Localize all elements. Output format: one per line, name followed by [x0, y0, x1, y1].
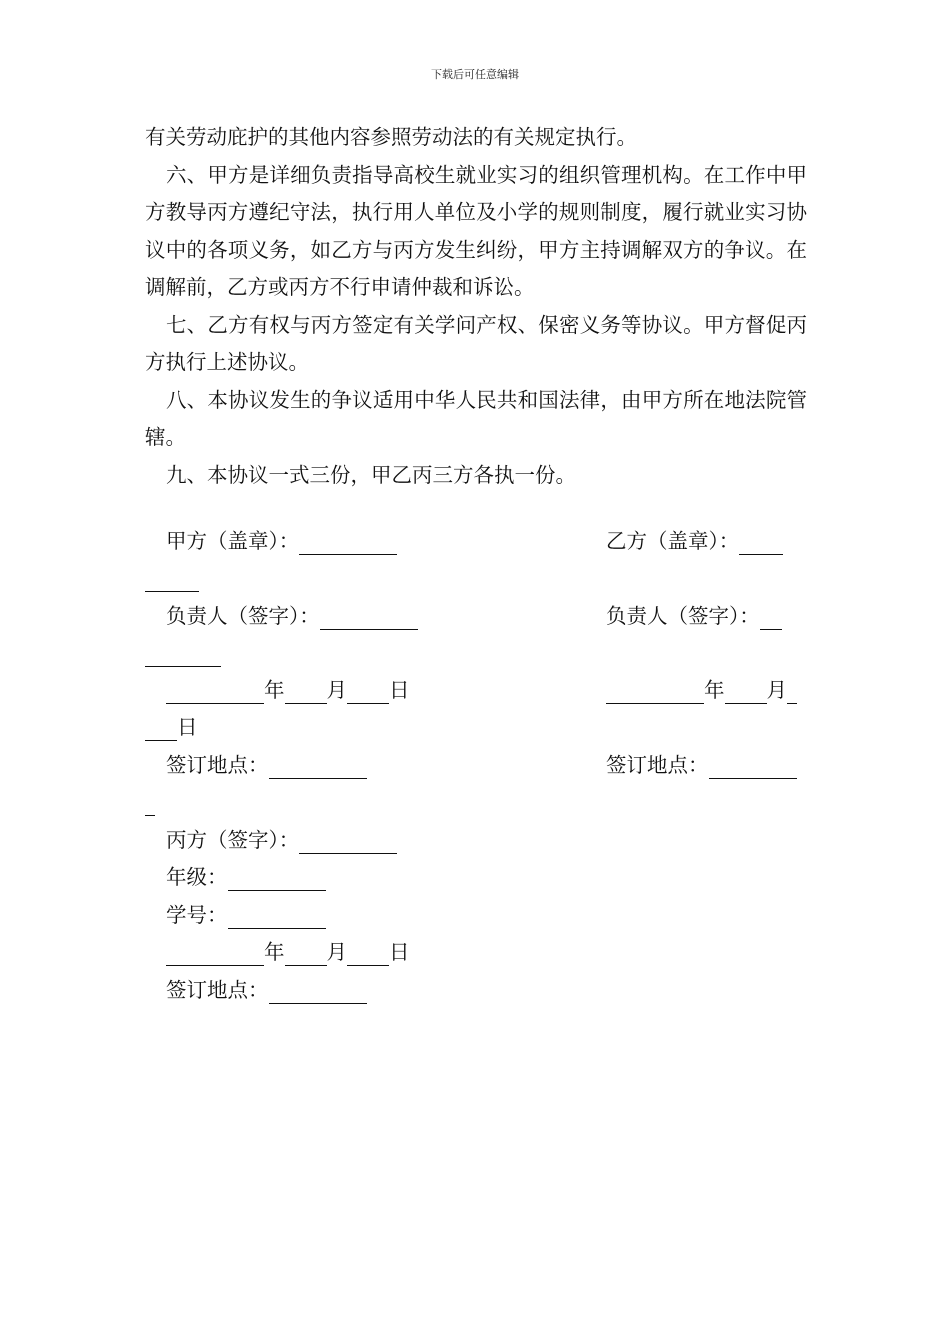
- party-c-year-label: 年: [264, 940, 285, 964]
- party-b-place-row: [606, 747, 797, 785]
- party-c-grade-label: 年级：: [166, 865, 228, 889]
- paragraph-nine: 九、本协议一式三份，甲乙丙三方各执一份。: [166, 462, 576, 487]
- party-c-day-blank[interactable]: [347, 941, 389, 966]
- party-a-day-blank[interactable]: [347, 679, 389, 704]
- party-a-year-label: 年: [264, 678, 285, 702]
- party-b-date-row-wrap: [145, 709, 198, 747]
- party-a-month-blank[interactable]: [285, 679, 327, 704]
- party-a-date-row: [166, 672, 410, 710]
- party-b-person-row-wrap: [145, 635, 221, 673]
- party-a-seal-label: 甲方（盖章）：: [166, 529, 300, 553]
- party-c-grade-blank[interactable]: [228, 866, 326, 891]
- party-b-day-blank-wrap[interactable]: [145, 716, 177, 741]
- party-b-seal-row-wrap: [145, 560, 199, 598]
- party-b-day-label: 日: [177, 715, 198, 739]
- party-b-place-label: 签订地点：: [606, 753, 709, 777]
- page-header: 下载后可任意编辑: [431, 68, 519, 81]
- party-b-seal-label: 乙方（盖章）：: [606, 529, 740, 553]
- party-c-sign-row: [166, 822, 397, 860]
- party-b-place-blank-wrap[interactable]: [145, 791, 155, 816]
- party-b-seal-row: [606, 523, 783, 561]
- party-c-sign-blank[interactable]: [299, 829, 397, 854]
- party-c-id-label: 学号：: [166, 903, 228, 927]
- paragraph-eight: 八、本协议发生的争议适用中华人民共和国法律，由甲方所在地法院管辖。: [145, 387, 807, 449]
- party-c-id-blank[interactable]: [228, 904, 326, 929]
- party-b-place-row-wrap: [145, 784, 155, 822]
- paragraph-seven: 七、乙方有权与丙方签定有关学问产权、保密义务等协议。甲方督促丙方执行上述协议。: [145, 312, 807, 374]
- party-c-id-row: [166, 897, 326, 935]
- party-b-place-blank[interactable]: [709, 754, 797, 779]
- paragraph-six: 六、甲方是详细负责指导高校生就业实习的组织管理机构。在工作中甲方教导丙方遵纪守法，执行用人单位及小学的规则制度，履行就业实习协议中的各项义务，如乙方与丙方发生纠纷，甲方主持调解双方的争议。在调解前，乙方或丙方不行申请仲裁和诉讼。: [145, 162, 807, 299]
- party-a-year-blank[interactable]: [166, 679, 264, 704]
- party-b-month-blank[interactable]: [725, 679, 767, 704]
- party-c-date-row: [166, 934, 410, 972]
- party-b-year-blank[interactable]: [606, 679, 704, 704]
- party-a-place-row: [166, 747, 367, 785]
- party-c-day-label: 日: [389, 940, 410, 964]
- party-c-sign-label: 丙方（签字）：: [166, 828, 300, 852]
- party-c-year-blank[interactable]: [166, 941, 264, 966]
- party-c-place-label: 签订地点：: [166, 978, 269, 1002]
- party-b-person-label: 负责人（签字）：: [606, 604, 760, 628]
- party-b-month-label: 月: [766, 678, 787, 702]
- party-c-place-blank[interactable]: [269, 979, 367, 1004]
- party-a-person-label: 负责人（签字）：: [166, 604, 320, 628]
- party-b-person-row: [606, 598, 782, 636]
- party-c-month-blank[interactable]: [285, 941, 327, 966]
- party-a-place-label: 签订地点：: [166, 753, 269, 777]
- party-b-person-blank[interactable]: [760, 605, 782, 630]
- party-b-seal-blank-wrap[interactable]: [145, 567, 199, 592]
- party-c-place-row: [166, 972, 367, 1010]
- agreement-body: [145, 119, 807, 494]
- party-a-place-blank[interactable]: [269, 754, 367, 779]
- party-b-date-row: [606, 672, 797, 710]
- party-a-seal-blank[interactable]: [299, 530, 397, 555]
- party-b-day-blank[interactable]: [787, 679, 797, 704]
- paragraph-continued: 有关劳动庇护的其他内容参照劳动法的有关规定执行。: [145, 125, 637, 149]
- party-c-month-label: 月: [326, 940, 347, 964]
- party-b-seal-blank[interactable]: [739, 530, 783, 555]
- party-a-person-blank[interactable]: [320, 605, 418, 630]
- party-b-person-blank-wrap[interactable]: [145, 642, 221, 667]
- party-a-day-label: 日: [389, 678, 410, 702]
- party-b-year-label: 年: [704, 678, 725, 702]
- party-a-seal-row: [166, 523, 397, 561]
- party-c-grade-row: [166, 859, 326, 897]
- party-a-month-label: 月: [326, 678, 347, 702]
- party-a-person-row: [166, 598, 418, 636]
